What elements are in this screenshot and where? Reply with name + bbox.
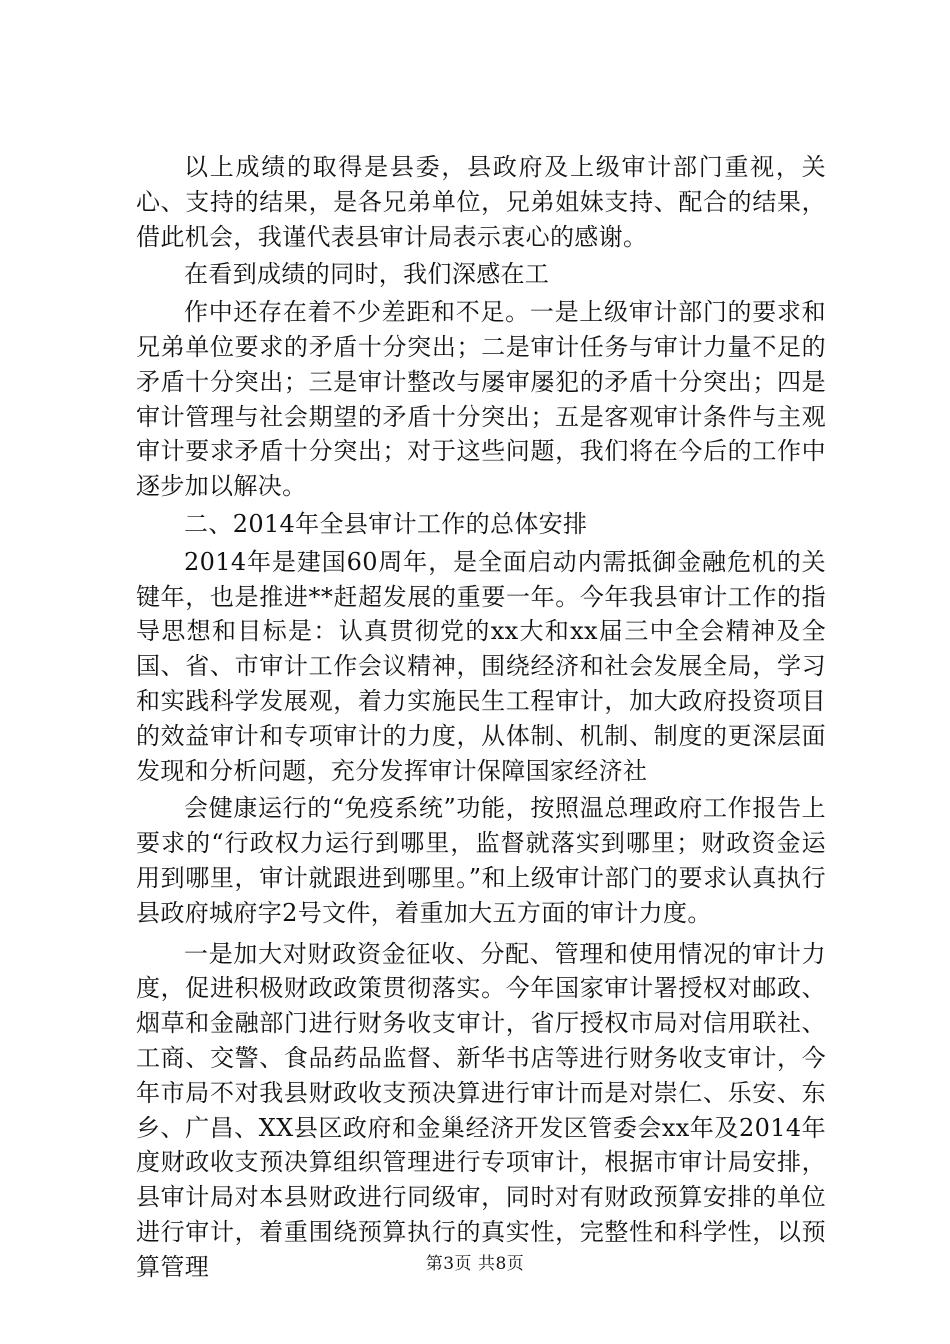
paragraph-fiscal-audit: 一是加大对财政资金征收、分配、管理和使用情况的审计力度，促进积极财政政策贯彻落实。今年国家审计署授权对邮政、烟草和金融部门进行财务收支审计，省厅授权市局对信用联社、工商、交警、食品药品监督、新华书店等进行财务收支审计，今年市局不对我县财政收支预决算进行审计而是对崇仁、乐安、东乡、广昌、XX县区政府和金巢经济开发区管委会xx年及2014年度财政收支预决算组织管理进行专项审计，根据市审计局安排，县审计局对本县财政进行同级审，同时对有财政预算安排的单位进行审计，着重围绕预算执行的真实性，完整性和科学性，以预算管理	[136, 939, 826, 1281]
paragraph-immune-system: 会健康运行的“免疫系统”功能，按照温总理政府工作报告上要求的“行政权力运行到哪里，监督就落实到哪里；财政资金运用到哪里，审计就跟进到哪里。”和上级审计部门的要求认真执行县政府城府字2号文件，着重加大五方面的审计力度。	[136, 794, 826, 927]
paragraph-thanks: 以上成绩的取得是县委，县政府及上级审计部门重视，关心、支持的结果，是各兄弟单位，兄弟姐妹支持、配合的结果，借此机会，我谨代表县审计局表示衷心的感谢。	[136, 153, 826, 251]
section-heading-2014-plan: 二、2014年全县审计工作的总体安排	[184, 509, 588, 538]
paragraph-shortcomings-intro: 在看到成绩的同时，我们深感在工	[184, 260, 550, 289]
document-body	[136, 150, 826, 1285]
page-footer: 第3页 共8页	[425, 1254, 525, 1274]
paragraph-guiding-ideology: 2014年是建国60周年，是全面启动内需抵御金融危机的关键年，也是推进**赶超发展的重要一年。今年我县审计工作的指导思想和目标是：认真贯彻党的xx大和xx届三中全会精神及全国、省、市审计工作会议精神，围绕经济和社会发展全局，学习和实践科学发展观，着力实施民生工程审计，加大政府投资项目的效益审计和专项审计的力度，从体制、机制、制度的更深层面发现和分析问题，充分发挥审计保障国家经济社	[136, 547, 826, 785]
paragraph-shortcomings: 作中还存在着不少差距和不足。一是上级审计部门的要求和兄弟单位要求的矛盾十分突出；二是审计任务与审计力量不足的矛盾十分突出；三是审计整改与屡审屡犯的矛盾十分突出；四是审计管理与社会期望的矛盾十分突出；五是客观审计条件与主观审计要求矛盾十分突出；对于这些问题，我们将在今后的工作中逐步加以解决。	[136, 298, 826, 501]
